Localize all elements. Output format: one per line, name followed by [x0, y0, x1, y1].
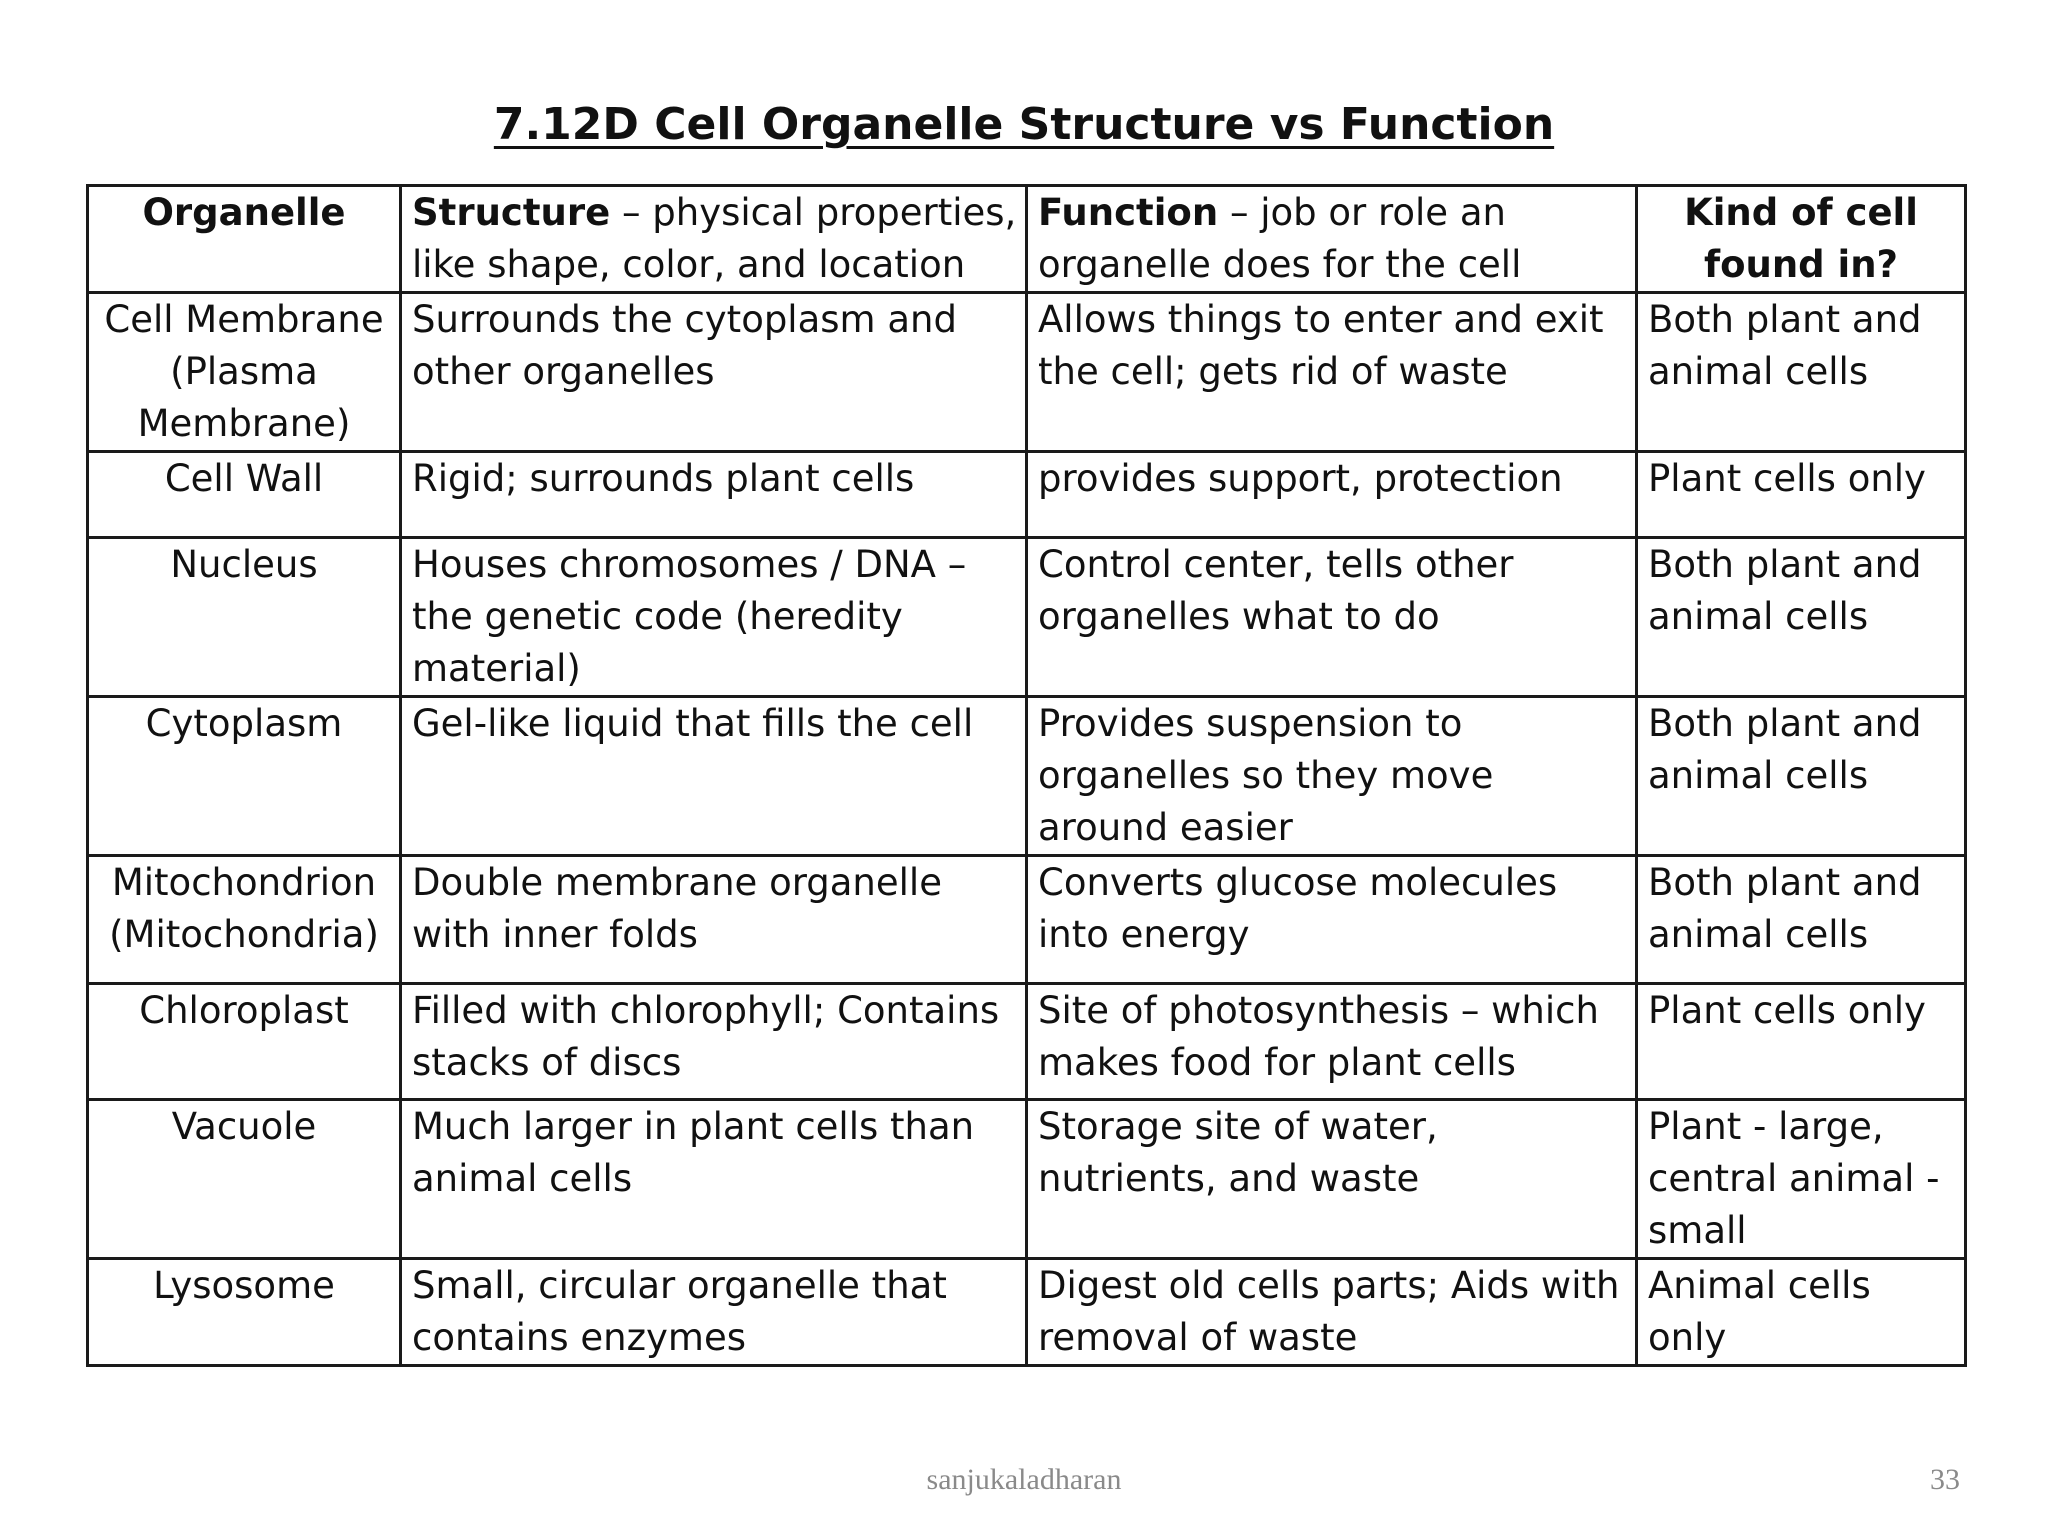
function-cell: Allows things to enter and exit the cell; gets rid of waste — [1027, 293, 1637, 452]
table-row — [88, 293, 1966, 452]
header-organelle — [88, 186, 401, 293]
organelle-cell: Nucleus — [88, 538, 401, 697]
table-row — [88, 538, 1966, 697]
structure-cell: Rigid; surrounds plant cells — [401, 452, 1027, 538]
header-row — [88, 186, 1966, 293]
kind-cell: Both plant and animal cells — [1637, 538, 1966, 697]
function-cell: Converts glucose molecules into energy — [1027, 856, 1637, 984]
organelle-cell: Mitochondrion (Mitochondria) — [88, 856, 401, 984]
header-structure-desc: – physical properties, like shape, color, and location — [412, 191, 1017, 286]
header-structure — [401, 186, 1027, 293]
table-row — [88, 1259, 1966, 1366]
kind-cell: Both plant and animal cells — [1637, 293, 1966, 452]
header-kind-label: Kind of cell found in? — [1684, 191, 1918, 286]
kind-cell: Plant cells only — [1637, 452, 1966, 538]
header-organelle-label: Organelle — [142, 191, 346, 234]
header-kind — [1637, 186, 1966, 293]
table-row — [88, 452, 1966, 538]
header-structure-term: Structure — [412, 191, 611, 234]
organelle-cell: Vacuole — [88, 1100, 401, 1259]
organelle-table — [86, 184, 1967, 1367]
table-row — [88, 856, 1966, 984]
page-number: 33 — [1930, 1463, 1960, 1496]
kind-cell: Plant cells only — [1637, 984, 1966, 1100]
header-function-term: Function — [1038, 191, 1219, 234]
footer-author: sanjukaladharan — [926, 1463, 1122, 1496]
organelle-cell: Cell Membrane (Plasma Membrane) — [88, 293, 401, 452]
table-row — [88, 1100, 1966, 1259]
page-title: 7.12D Cell Organelle Structure vs Function — [493, 99, 1555, 150]
structure-cell: Small, circular organelle that contains enzymes — [401, 1259, 1027, 1366]
kind-cell: Both plant and animal cells — [1637, 697, 1966, 856]
kind-cell: Both plant and animal cells — [1637, 856, 1966, 984]
structure-cell: Filled with chlorophyll; Contains stacks of discs — [401, 984, 1027, 1100]
organelle-cell: Lysosome — [88, 1259, 401, 1366]
organelle-cell: Cell Wall — [88, 452, 401, 538]
function-cell: Provides suspension to organelles so they move around easier — [1027, 697, 1637, 856]
organelle-cell: Cytoplasm — [88, 697, 401, 856]
function-cell: Site of photosynthesis – which makes food for plant cells — [1027, 984, 1637, 1100]
structure-cell: Gel-like liquid that fills the cell — [401, 697, 1027, 856]
table-row — [88, 984, 1966, 1100]
table-row — [88, 697, 1966, 856]
function-cell: Digest old cells parts; Aids with removal of waste — [1027, 1259, 1637, 1366]
function-cell: Control center, tells other organelles what to do — [1027, 538, 1637, 697]
structure-cell: Double membrane organelle with inner folds — [401, 856, 1027, 984]
structure-cell: Houses chromosomes / DNA – the genetic code (heredity material) — [401, 538, 1027, 697]
function-cell: Storage site of water, nutrients, and waste — [1027, 1100, 1637, 1259]
kind-cell: Plant - large, central animal -small — [1637, 1100, 1966, 1259]
organelle-cell: Chloroplast — [88, 984, 401, 1100]
header-function-desc: – job or role an organelle does for the cell — [1038, 191, 1522, 286]
function-cell: provides support, protection — [1027, 452, 1637, 538]
header-function — [1027, 186, 1637, 293]
structure-cell: Surrounds the cytoplasm and other organelles — [401, 293, 1027, 452]
kind-cell: Animal cells only — [1637, 1259, 1966, 1366]
structure-cell: Much larger in plant cells than animal cells — [401, 1100, 1027, 1259]
